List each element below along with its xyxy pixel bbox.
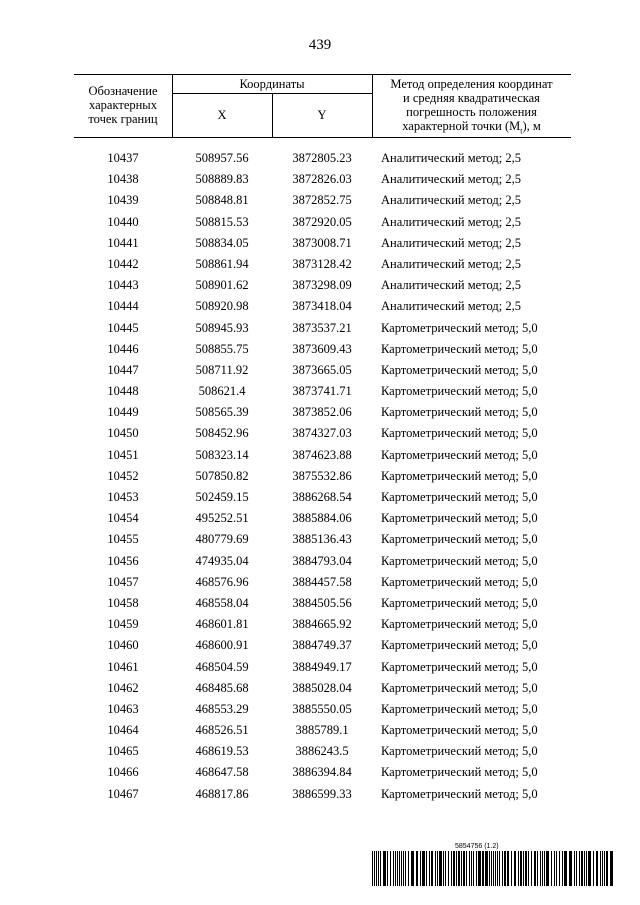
- table-row: [74, 551, 571, 572]
- method: Картометрический метод; 5,0: [381, 468, 538, 483]
- table-row: [74, 762, 571, 783]
- coord-y: 3885136.43: [292, 532, 352, 547]
- coord-x: 474935.04: [195, 553, 249, 568]
- coord-y: 3884749.37: [292, 638, 352, 653]
- method: Картометрический метод; 5,0: [381, 553, 538, 568]
- method: Картометрический метод; 5,0: [381, 638, 538, 653]
- coord-x: 468647.58: [195, 765, 249, 780]
- table-row: [74, 529, 571, 550]
- coord-y: 3873128.42: [292, 256, 352, 271]
- point-id: 10465: [107, 744, 139, 759]
- table-row: [74, 254, 571, 275]
- coord-y: 3872805.23: [292, 151, 352, 165]
- table-row: [74, 381, 571, 402]
- coord-x: 468504.59: [195, 659, 249, 674]
- point-id: 10460: [107, 638, 139, 653]
- table-row: [74, 466, 571, 487]
- coord-y: 3884505.56: [292, 595, 352, 610]
- point-id: 10467: [107, 786, 139, 801]
- table-header: [74, 74, 571, 138]
- header-divider: [172, 93, 372, 94]
- point-id: 10450: [107, 426, 139, 441]
- method: Картометрический метод; 5,0: [381, 341, 538, 356]
- method: Картометрический метод; 5,0: [381, 511, 538, 526]
- coord-y: 3886268.54: [292, 490, 352, 504]
- page-number: 439: [308, 37, 332, 53]
- point-id: 10455: [107, 532, 139, 547]
- coord-x: 508711.92: [195, 362, 249, 377]
- coord-y: 3874623.88: [292, 447, 352, 462]
- coord-y: 3884457.58: [292, 574, 352, 589]
- table-body: [74, 148, 571, 805]
- point-id: 10464: [107, 723, 139, 738]
- method: Картометрический метод; 5,0: [381, 595, 538, 610]
- point-id: 10439: [107, 193, 139, 208]
- header-x: X: [217, 108, 227, 122]
- coord-y: 3884665.92: [292, 617, 352, 632]
- coord-x: 508855.75: [195, 341, 249, 356]
- point-id: 10438: [107, 172, 139, 187]
- point-id: 10447: [107, 362, 139, 377]
- coord-x: 508901.62: [195, 278, 249, 293]
- point-id: 10454: [107, 511, 139, 526]
- coord-y: 3873418.04: [292, 299, 352, 314]
- method: Аналитический метод; 2,5: [381, 193, 521, 208]
- point-id: 10443: [107, 278, 139, 293]
- coord-y: 3885028.04: [292, 680, 352, 695]
- table-row: [74, 169, 571, 190]
- method: Картометрический метод; 5,0: [381, 405, 538, 420]
- coord-y: 3873008.71: [292, 235, 352, 250]
- method: Картометрический метод; 5,0: [381, 574, 538, 589]
- point-id: 10462: [107, 680, 139, 695]
- table-row: [74, 318, 571, 339]
- table-row: [74, 720, 571, 741]
- table-row: [74, 275, 571, 296]
- method: Картометрический метод; 5,0: [381, 659, 538, 674]
- table-row: [74, 148, 571, 169]
- coord-x: 508815.53: [195, 214, 249, 229]
- method: Картометрический метод; 5,0: [381, 362, 538, 377]
- point-id: 10446: [107, 341, 139, 356]
- table-row: [74, 233, 571, 254]
- point-id: 10440: [107, 214, 139, 229]
- coord-x: 495252.51: [195, 511, 249, 526]
- coord-x: 508957.56: [195, 151, 249, 165]
- coord-y: 3885884.06: [292, 511, 352, 526]
- table-row: [74, 402, 571, 423]
- coord-y: 3873665.05: [292, 362, 352, 377]
- point-id: 10456: [107, 553, 139, 568]
- coord-x: 468485.68: [195, 680, 249, 695]
- point-id: 10451: [107, 447, 139, 462]
- coord-x: 502459.15: [195, 490, 249, 504]
- coord-x: 508945.93: [195, 320, 249, 335]
- table-row: [74, 657, 571, 678]
- coord-y: 3872852.75: [292, 193, 352, 208]
- coord-y: 3886243.5: [295, 744, 349, 759]
- coord-y: 3873609.43: [292, 341, 352, 356]
- point-id: 10457: [107, 574, 139, 589]
- coord-y: 3884949.17: [292, 659, 352, 674]
- header-method: Метод определения координат и средняя квадратическая погрешность положения характерной точки $(M_t)$, м: [390, 77, 553, 136]
- point-id: 10452: [107, 468, 139, 483]
- point-id: 10444: [107, 299, 139, 314]
- coord-y: 3873298.09: [292, 278, 352, 293]
- coord-x: 508889.83: [195, 172, 249, 187]
- method: Картометрический метод; 5,0: [381, 786, 538, 801]
- coord-x: 507850.82: [195, 468, 249, 483]
- table-row: [74, 423, 571, 444]
- coord-x: 508621.4: [198, 384, 246, 399]
- coord-x: 508323.14: [195, 447, 249, 462]
- table-row: [74, 572, 571, 593]
- coord-y: 3886394.84: [292, 765, 352, 780]
- method: Аналитический метод; 2,5: [381, 172, 521, 187]
- coord-x: 468600.91: [195, 638, 249, 653]
- point-id: 10449: [107, 405, 139, 420]
- method: Аналитический метод; 2,5: [381, 278, 521, 293]
- coord-y: 3873852.06: [292, 405, 352, 420]
- coord-x: 480779.69: [195, 532, 249, 547]
- method: Картометрический метод; 5,0: [381, 744, 538, 759]
- coord-x: 468817.86: [195, 786, 249, 801]
- coord-y: 3886599.33: [292, 786, 352, 801]
- coord-y: 3873537.21: [292, 320, 352, 335]
- point-id: 10448: [107, 384, 139, 399]
- header-y: Y: [317, 108, 327, 122]
- table-row: [74, 784, 571, 805]
- point-id: 10445: [107, 320, 139, 335]
- coord-y: 3873741.71: [292, 384, 352, 399]
- coord-x: 508565.39: [195, 405, 249, 420]
- coord-x: 508848.81: [195, 193, 249, 208]
- coord-x: 468553.29: [195, 701, 249, 716]
- method: Аналитический метод; 2,5: [381, 256, 521, 271]
- method: Картометрический метод; 5,0: [381, 532, 538, 547]
- coord-x: 508861.94: [195, 256, 249, 271]
- table-row: [74, 296, 571, 317]
- table-row: [74, 445, 571, 466]
- method: Картометрический метод; 5,0: [381, 447, 538, 462]
- coord-y: 3885550.05: [292, 701, 352, 716]
- method: Аналитический метод; 2,5: [381, 214, 521, 229]
- point-id: 10463: [107, 701, 139, 716]
- table-row: [74, 190, 571, 211]
- point-id: 10458: [107, 595, 139, 610]
- table-row: [74, 741, 571, 762]
- coord-y: 3872920.05: [292, 214, 352, 229]
- coord-y: 3875532.86: [292, 468, 352, 483]
- table-row: [74, 614, 571, 635]
- table-row: [74, 212, 571, 233]
- header-coordinates: Координаты: [239, 77, 305, 91]
- method: Картометрический метод; 5,0: [381, 490, 538, 504]
- method: Картометрический метод; 5,0: [381, 680, 538, 695]
- point-id: 10461: [107, 659, 139, 674]
- point-id: 10453: [107, 490, 139, 504]
- coord-x: 508452.96: [195, 426, 249, 441]
- method: Картометрический метод; 5,0: [381, 320, 538, 335]
- method: Аналитический метод; 2,5: [381, 235, 521, 250]
- method: Картометрический метод; 5,0: [381, 617, 538, 632]
- table-row: [74, 339, 571, 360]
- coord-y: 3885789.1: [295, 723, 349, 738]
- table-row: [74, 699, 571, 720]
- header-point-label: Обозначение характерных точек границ: [88, 84, 158, 126]
- coord-x: 468619.53: [195, 744, 249, 759]
- method: Картометрический метод; 5,0: [381, 701, 538, 716]
- table-row: [74, 635, 571, 656]
- method: Картометрический метод; 5,0: [381, 426, 538, 441]
- coord-x: 468601.81: [195, 617, 249, 632]
- coord-x: 468558.04: [195, 595, 249, 610]
- table-row: [74, 360, 571, 381]
- point-id: 10459: [107, 617, 139, 632]
- method: Картометрический метод; 5,0: [381, 723, 538, 738]
- coord-x: 508834.05: [195, 235, 249, 250]
- point-id: 10466: [107, 765, 139, 780]
- method: Аналитический метод; 2,5: [381, 151, 521, 165]
- table-row: [74, 593, 571, 614]
- table-row: [74, 508, 571, 529]
- barcode-label: 5854756 (1.2): [455, 843, 499, 850]
- point-id: 10442: [107, 256, 139, 271]
- table-row: [74, 487, 571, 508]
- coord-y: 3872826.03: [292, 172, 352, 187]
- coord-x: 468576.96: [195, 574, 249, 589]
- table-row: [74, 678, 571, 699]
- coord-y: 3884793.04: [292, 553, 352, 568]
- coord-x: 468526.51: [195, 723, 249, 738]
- barcode-image: [372, 851, 617, 886]
- point-id: 10441: [107, 235, 139, 250]
- method: Картометрический метод; 5,0: [381, 765, 538, 780]
- method: Картометрический метод; 5,0: [381, 384, 538, 399]
- point-id: 10437: [107, 151, 139, 165]
- coord-x: 508920.98: [195, 299, 249, 314]
- method: Аналитический метод; 2,5: [381, 299, 521, 314]
- coord-y: 3874327.03: [292, 426, 352, 441]
